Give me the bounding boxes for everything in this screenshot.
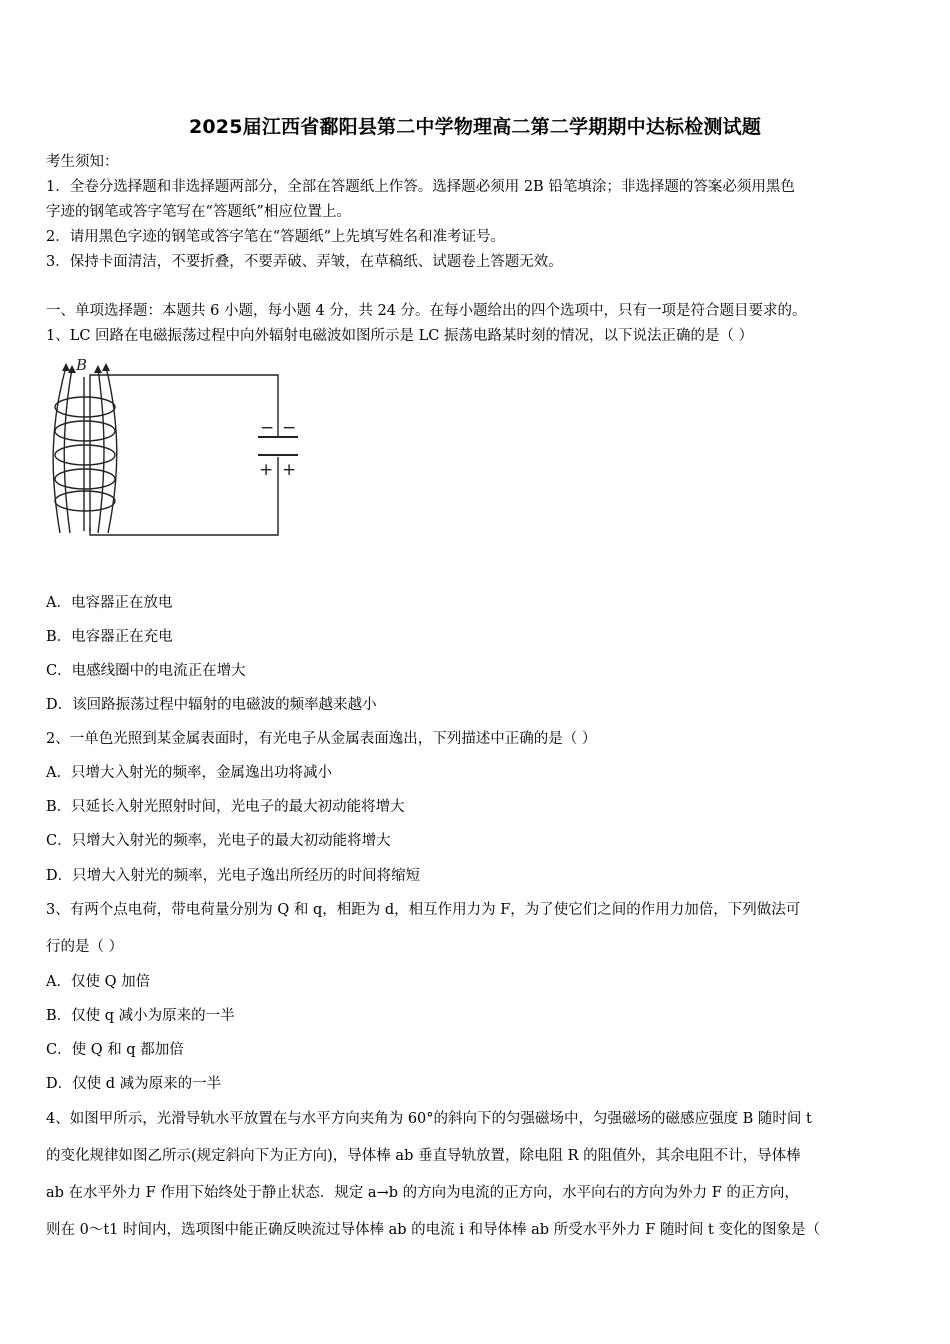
bottom-wire (90, 457, 278, 535)
coil-loop (55, 491, 115, 511)
notice-item-2: 2．请用黑色字迹的钢笔或答字笔在“答题纸”上先填写姓名和准考证号。 (46, 229, 506, 245)
field-arrow-icon (62, 363, 70, 371)
q2-option-d: D．只增大入射光的频率，光电子逸出所经历的时间将缩短 (46, 868, 421, 884)
charge-minus-left: − (260, 418, 275, 438)
q3-option-c: C．使 Q 和 q 都加倍 (46, 1042, 184, 1058)
field-arrow-icon (94, 365, 102, 373)
question-4-line-3: ab 在水平外力 F 作用下始终处于静止状态．规定 a→b 的方向为电流的正方向，水平向右的方向为外力 F 的正方向， (46, 1185, 799, 1201)
q2-option-a: A．只增大入射光的频率，金属逸出功将减小 (46, 765, 332, 781)
top-wire (90, 375, 278, 437)
question-2-stem: 2、一单色光照到某金属表面时，有光电子从金属表面逸出，下列描述中正确的是（ ） (46, 731, 597, 747)
page-title: 2025届江西省鄱阳县第二中学物理高二第二学期期中达标检测试题 (188, 116, 762, 138)
charge-plus-right: + (282, 460, 297, 480)
section-header: 一、单项选择题：本题共 6 小题，每小题 4 分，共 24 分。在每小题给出的四个选项中，只有一项是符合题目要求的。 (46, 303, 807, 319)
coil-loop (55, 397, 115, 417)
question-4-line-1: 4、如图甲所示，光滑导轨水平放置在与水平方向夹角为 60°的斜向下的匀强磁场中，匀强磁场的磁感应强度 B 随时间 t (46, 1111, 812, 1127)
charge-plus-left: + (259, 460, 274, 480)
notice-heading: 考生须知： (46, 154, 119, 170)
question-1-stem: 1、LC 回路在电磁振荡过程中向外辐射电磁波如图所示是 LC 振荡电路某时刻的情况，以下说法正确的是（ ） (46, 328, 754, 344)
notice-item-1-cont: 字迹的钢笔或答字笔写在“答题纸”相应位置上。 (46, 204, 351, 220)
q2-option-b: B．只延长入射光照射时间，光电子的最大初动能将增大 (46, 799, 405, 815)
q3-option-d: D．仅使 d 减为原来的一半 (46, 1076, 222, 1092)
charge-minus-right: − (282, 418, 297, 438)
field-arrow-icon (102, 363, 110, 371)
q2-option-c: C．只增大入射光的频率，光电子的最大初动能将增大 (46, 833, 391, 849)
notice-item-1: 1．全卷分选择题和非选择题两部分，全部在答题纸上作答。选择题必须用 2B 铅笔填涂；非选择题的答案必须用黑色 (46, 179, 795, 195)
notice-item-3: 3．保持卡面清洁，不要折叠，不要弄破、弄皱，在草稿纸、试题卷上答题无效。 (46, 254, 563, 270)
q3-option-a: A．仅使 Q 加倍 (46, 974, 151, 990)
q3-option-b: B．仅使 q 减小为原来的一半 (46, 1008, 235, 1024)
question-4-line-2: 的变化规律如图乙所示(规定斜向下为正方向)，导体棒 ab 垂直导轨放置，除电阻 R 的阻值外，其余电阻不计，导体棒 (46, 1148, 801, 1164)
q1-option-b: B．电容器正在充电 (46, 629, 173, 645)
q1-option-c: C．电感线圈中的电流正在增大 (46, 663, 246, 679)
lc-circuit-figure (40, 355, 305, 550)
q1-option-a: A．电容器正在放电 (46, 595, 173, 611)
question-4-line-4: 则在 0～t1 时间内，选项图中能正确反映流过导体棒 ab 的电流 i 和导体棒 ab 所受水平外力 F 随时间 t 变化的图象是（ (46, 1222, 820, 1238)
q1-option-d: D．该回路振荡过程中辐射的电磁波的频率越来越小 (46, 697, 377, 713)
question-3-stem-cont: 行的是（ ） (46, 939, 124, 955)
field-label-b: B (76, 356, 88, 374)
field-arrow-icon (68, 365, 76, 373)
question-3-stem: 3、有两个点电荷，带电荷量分别为 Q 和 q，相距为 d，相互作用力为 F，为了使它们之间的作用力加倍，下列做法可 (46, 902, 801, 918)
